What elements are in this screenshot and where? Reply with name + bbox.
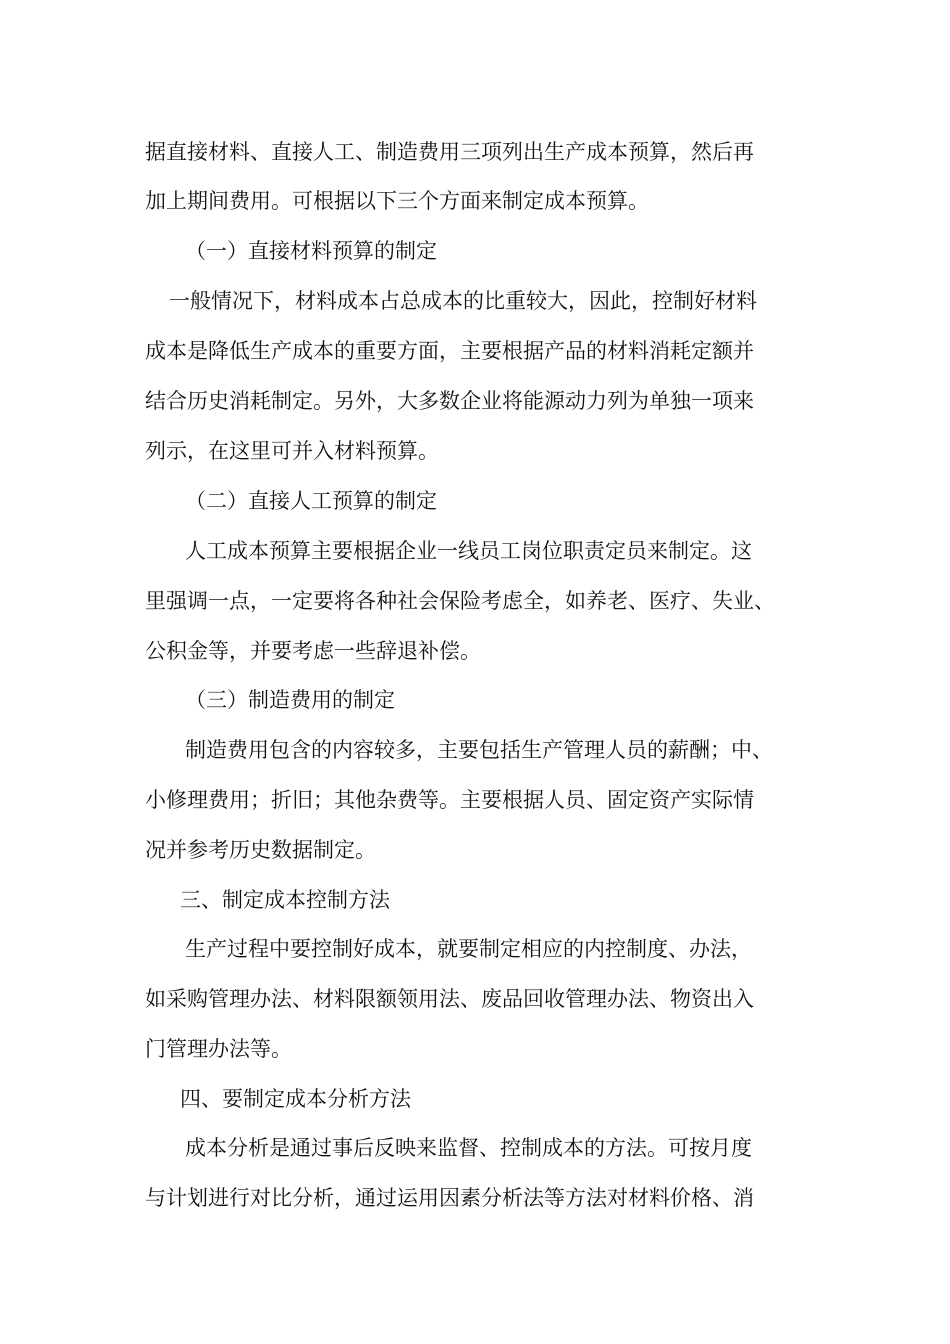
section-heading: （二）直接人工预算的制定 [185,489,437,513]
section-heading: （三）制造费用的制定 [185,688,395,712]
body-text-line: 人工成本预算主要根据企业一线员工岗位职责定员来制定。这 [185,539,752,563]
body-text-line: 生产过程中要控制好成本，就要制定相应的内控制度、办法， [185,937,752,961]
body-text-line: 如采购管理办法、材料限额领用法、废品回收管理办法、物资出入 [145,987,754,1011]
body-text-line: 一般情况下，材料成本占总成本的比重较大，因此，控制好材料 [169,289,757,313]
section-heading: 三、制定成本控制方法 [180,888,390,912]
body-text-line: 制造费用包含的内容较多，主要包括生产管理人员的薪酬；中、 [185,738,773,762]
body-text-line: 门管理办法等。 [145,1037,292,1061]
body-text-line: 据直接材料、直接人工、制造费用三项列出生产成本预算，然后再 [145,140,754,164]
body-text-line: 小修理费用；折旧；其他杂费等。主要根据人员、固定资产实际情 [145,788,754,812]
body-text-line: 成本是降低生产成本的重要方面，主要根据产品的材料消耗定额并 [145,339,754,363]
body-text-line: 成本分析是通过事后反映来监督、控制成本的方法。可按月度 [185,1136,752,1160]
section-heading: 四、要制定成本分析方法 [180,1087,411,1111]
body-text-line: 结合历史消耗制定。另外，大多数企业将能源动力列为单独一项来 [145,389,754,413]
body-text-line: 加上期间费用。可根据以下三个方面来制定成本预算。 [145,189,649,213]
body-text-line: 列示，在这里可并入材料预算。 [145,439,439,463]
body-text-line: 公积金等，并要考虑一些辞退补偿。 [145,639,481,663]
body-text-line: 况并参考历史数据制定。 [145,838,376,862]
section-heading: （一）直接材料预算的制定 [185,239,437,263]
body-text-line: 与计划进行对比分析，通过运用因素分析法等方法对材料价格、消 [145,1186,754,1210]
body-text-line: 里强调一点，一定要将各种社会保险考虑全，如养老、医疗、失业、 [145,589,775,613]
